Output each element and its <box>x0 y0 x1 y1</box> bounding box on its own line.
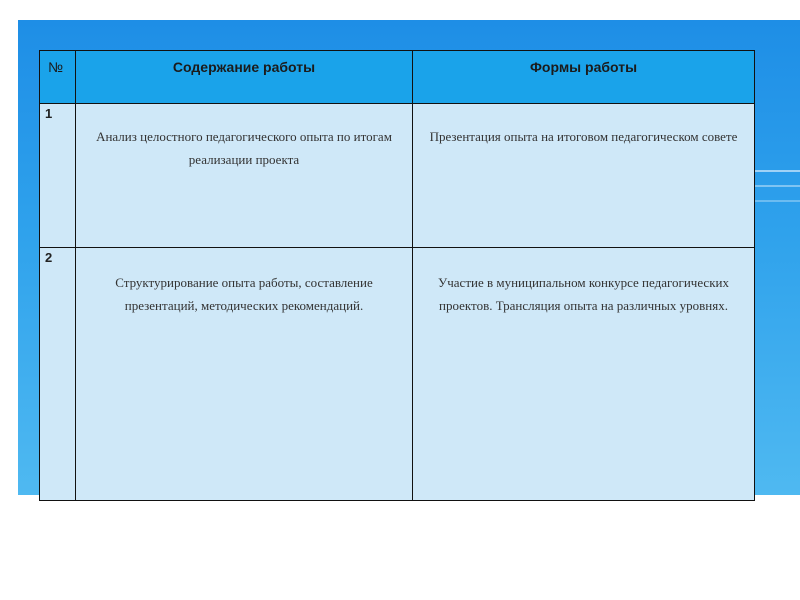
header-forms: Формы работы <box>413 51 755 104</box>
header-number: № <box>40 51 76 104</box>
row-number: 2 <box>40 248 76 501</box>
content-text: Структурирование опыта работы, составление презентаций, методических рекомендаций. <box>115 275 373 313</box>
content-text: Анализ целостного педагогического опыта по итогам реализации проекта <box>96 129 392 167</box>
header-content: Содержание работы <box>76 51 413 104</box>
row-number: 1 <box>40 104 76 248</box>
work-table-container <box>39 50 755 501</box>
work-table <box>39 50 755 501</box>
forms-cell <box>413 104 755 248</box>
content-cell <box>76 248 413 501</box>
content-cell <box>76 104 413 248</box>
table-row <box>40 104 755 248</box>
forms-cell <box>413 248 755 501</box>
table-header-row <box>40 51 755 104</box>
table-row <box>40 248 755 501</box>
forms-text: Участие в муниципальном конкурсе педагогических проектов. Трансляция опыта на различных уровнях. <box>438 275 729 313</box>
forms-text: Презентация опыта на итоговом педагогическом совете <box>429 129 738 144</box>
